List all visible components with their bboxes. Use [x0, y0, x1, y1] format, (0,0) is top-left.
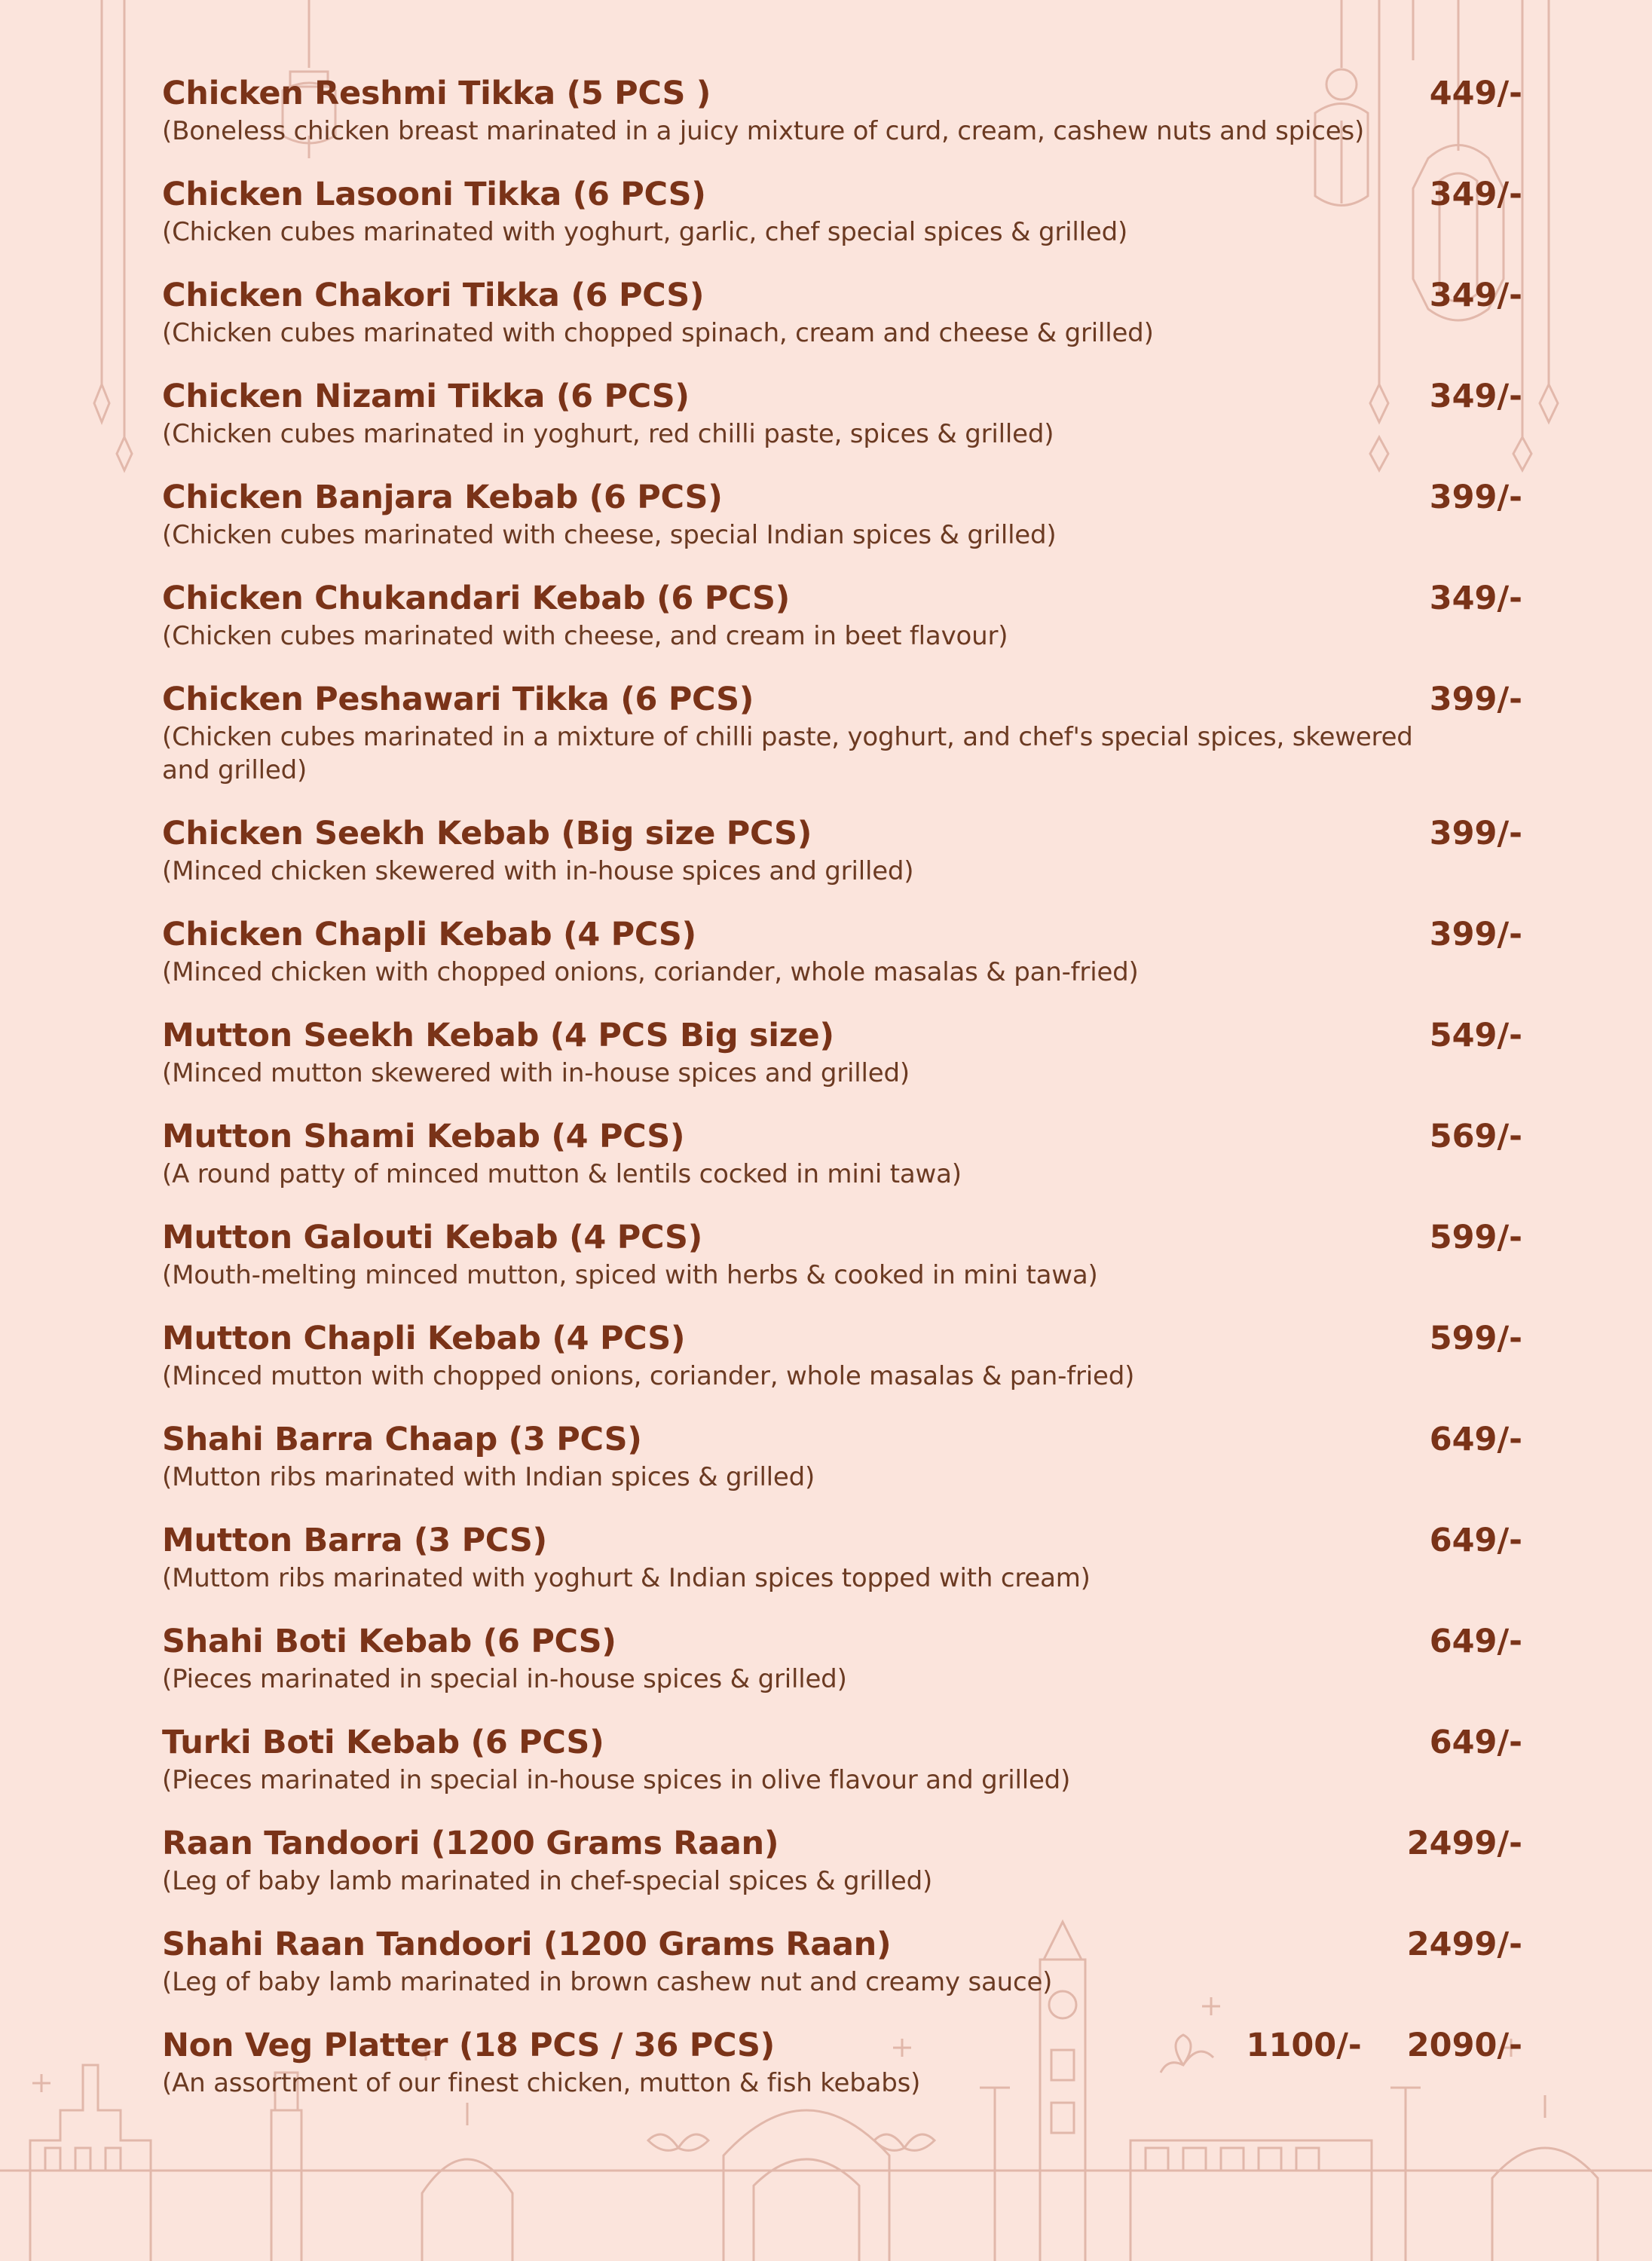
item-name: Chicken Peshawari Tikka (6 PCS) [162, 681, 754, 718]
menu-item [162, 1014, 1522, 1090]
menu-item [162, 72, 1522, 148]
item-name: Mutton Seekh Kebab (4 PCS Big size) [162, 1017, 834, 1054]
menu-item [162, 1317, 1522, 1393]
item-name: Chicken Chakori Tikka (6 PCS) [162, 277, 705, 314]
item-description: (Chicken cubes marinated with yoghurt, garlic, chef special spices & grilled) [162, 217, 1128, 247]
item-name: Mutton Shami Kebab (4 PCS) [162, 1118, 685, 1155]
menu-item [162, 375, 1522, 451]
item-description: (Minced mutton with chopped onions, coriander, whole masalas & pan-fried) [162, 1361, 1135, 1391]
item-name: Raan Tandoori (1200 Grams Raan) [162, 1825, 779, 1862]
item-description: (An assortment of our finest chicken, mutton & fish kebabs) [162, 2068, 921, 2098]
item-price: 599/- [1429, 1320, 1522, 1357]
menu-item [162, 812, 1522, 888]
item-description: (Chicken cubes marinated with cheese, special Indian spices & grilled) [162, 520, 1057, 550]
item-name: Shahi Raan Tandoori (1200 Grams Raan) [162, 1926, 892, 1963]
item-name: Mutton Chapli Kebab (4 PCS) [162, 1320, 686, 1357]
item-price: 399/- [1429, 479, 1522, 516]
item-price: 2499/- [1406, 1825, 1522, 1862]
item-price: 599/- [1429, 1219, 1522, 1256]
menu-item [162, 274, 1522, 350]
item-price: 349/- [1429, 580, 1522, 617]
menu-item [162, 1115, 1522, 1191]
item-description: (Leg of baby lamb marinated in chef-special spices & grilled) [162, 1866, 933, 1896]
item-description: (Minced mutton skewered with in-house spices and grilled) [162, 1058, 910, 1088]
item-description: (Pieces marinated in special in-house spices in olive flavour and grilled) [162, 1765, 1071, 1795]
item-price: 399/- [1429, 815, 1522, 852]
item-name: Shahi Barra Chaap (3 PCS) [162, 1421, 642, 1458]
item-price: 399/- [1429, 681, 1522, 718]
item-price: 349/- [1429, 378, 1522, 415]
menu-item [162, 1923, 1522, 1999]
item-price-large: 2090/- [1406, 2027, 1522, 2064]
item-description: (Chicken cubes marinated with cheese, and cream in beet flavour) [162, 621, 1008, 651]
item-name: Chicken Reshmi Tikka (5 PCS ) [162, 75, 711, 112]
menu-list [162, 72, 1522, 2125]
menu-item [162, 577, 1522, 653]
menu-item [162, 1721, 1522, 1797]
item-description: (Chicken cubes marinated in a mixture of chilli paste, yoghurt, and chef's special spices, skewered and grilled) [162, 722, 1413, 785]
item-price: 1100/- [1246, 2027, 1362, 2064]
item-name: Chicken Chukandari Kebab (6 PCS) [162, 580, 791, 617]
item-price: 649/- [1429, 1522, 1522, 1559]
item-name: Mutton Galouti Kebab (4 PCS) [162, 1219, 703, 1256]
item-price: 649/- [1429, 1421, 1522, 1458]
item-description: (Mutton ribs marinated with Indian spices & grilled) [162, 1462, 815, 1492]
menu-item [162, 1519, 1522, 1595]
item-price: 569/- [1429, 1118, 1522, 1155]
item-price: 349/- [1429, 176, 1522, 213]
menu-item [162, 1418, 1522, 1494]
item-price: 399/- [1429, 916, 1522, 953]
item-name: Chicken Seekh Kebab (Big size PCS) [162, 815, 812, 852]
menu-item [162, 1620, 1522, 1696]
menu-item [162, 476, 1522, 552]
item-name: Non Veg Platter (18 PCS / 36 PCS) [162, 2027, 776, 2064]
item-price: 2499/- [1406, 1926, 1522, 1963]
menu-item [162, 913, 1522, 989]
item-description: (Minced chicken skewered with in-house spices and grilled) [162, 856, 914, 886]
item-description: (Minced chicken with chopped onions, coriander, whole masalas & pan-fried) [162, 957, 1139, 987]
item-price: 649/- [1429, 1623, 1522, 1660]
item-name: Chicken Nizami Tikka (6 PCS) [162, 378, 690, 415]
menu-item [162, 1822, 1522, 1898]
menu-item [162, 1216, 1522, 1292]
menu-item [162, 173, 1522, 249]
item-name: Chicken Lasooni Tikka (6 PCS) [162, 176, 706, 213]
item-description: (Pieces marinated in special in-house spices & grilled) [162, 1664, 847, 1694]
item-description: (Mouth-melting minced mutton, spiced with herbs & cooked in mini tawa) [162, 1260, 1098, 1290]
item-price: 449/- [1429, 75, 1522, 112]
item-name: Mutton Barra (3 PCS) [162, 1522, 547, 1559]
item-description: (A round patty of minced mutton & lentils cocked in mini tawa) [162, 1159, 962, 1189]
menu-item [162, 678, 1522, 787]
item-price: 649/- [1429, 1724, 1522, 1761]
item-name: Chicken Chapli Kebab (4 PCS) [162, 916, 696, 953]
item-name: Chicken Banjara Kebab (6 PCS) [162, 479, 723, 516]
item-description: (Muttom ribs marinated with yoghurt & Indian spices topped with cream) [162, 1563, 1091, 1593]
item-description: (Chicken cubes marinated with chopped spinach, cream and cheese & grilled) [162, 318, 1154, 348]
menu-item [162, 2024, 1522, 2100]
item-description: (Boneless chicken breast marinated in a juicy mixture of curd, cream, cashew nuts and spices) [162, 116, 1365, 146]
item-price: 549/- [1429, 1017, 1522, 1054]
item-description: (Chicken cubes marinated in yoghurt, red chilli paste, spices & grilled) [162, 419, 1054, 449]
item-name: Shahi Boti Kebab (6 PCS) [162, 1623, 616, 1660]
item-name: Turki Boti Kebab (6 PCS) [162, 1724, 604, 1761]
item-description: (Leg of baby lamb marinated in brown cashew nut and creamy sauce) [162, 1967, 1053, 1997]
item-price: 349/- [1429, 277, 1522, 314]
